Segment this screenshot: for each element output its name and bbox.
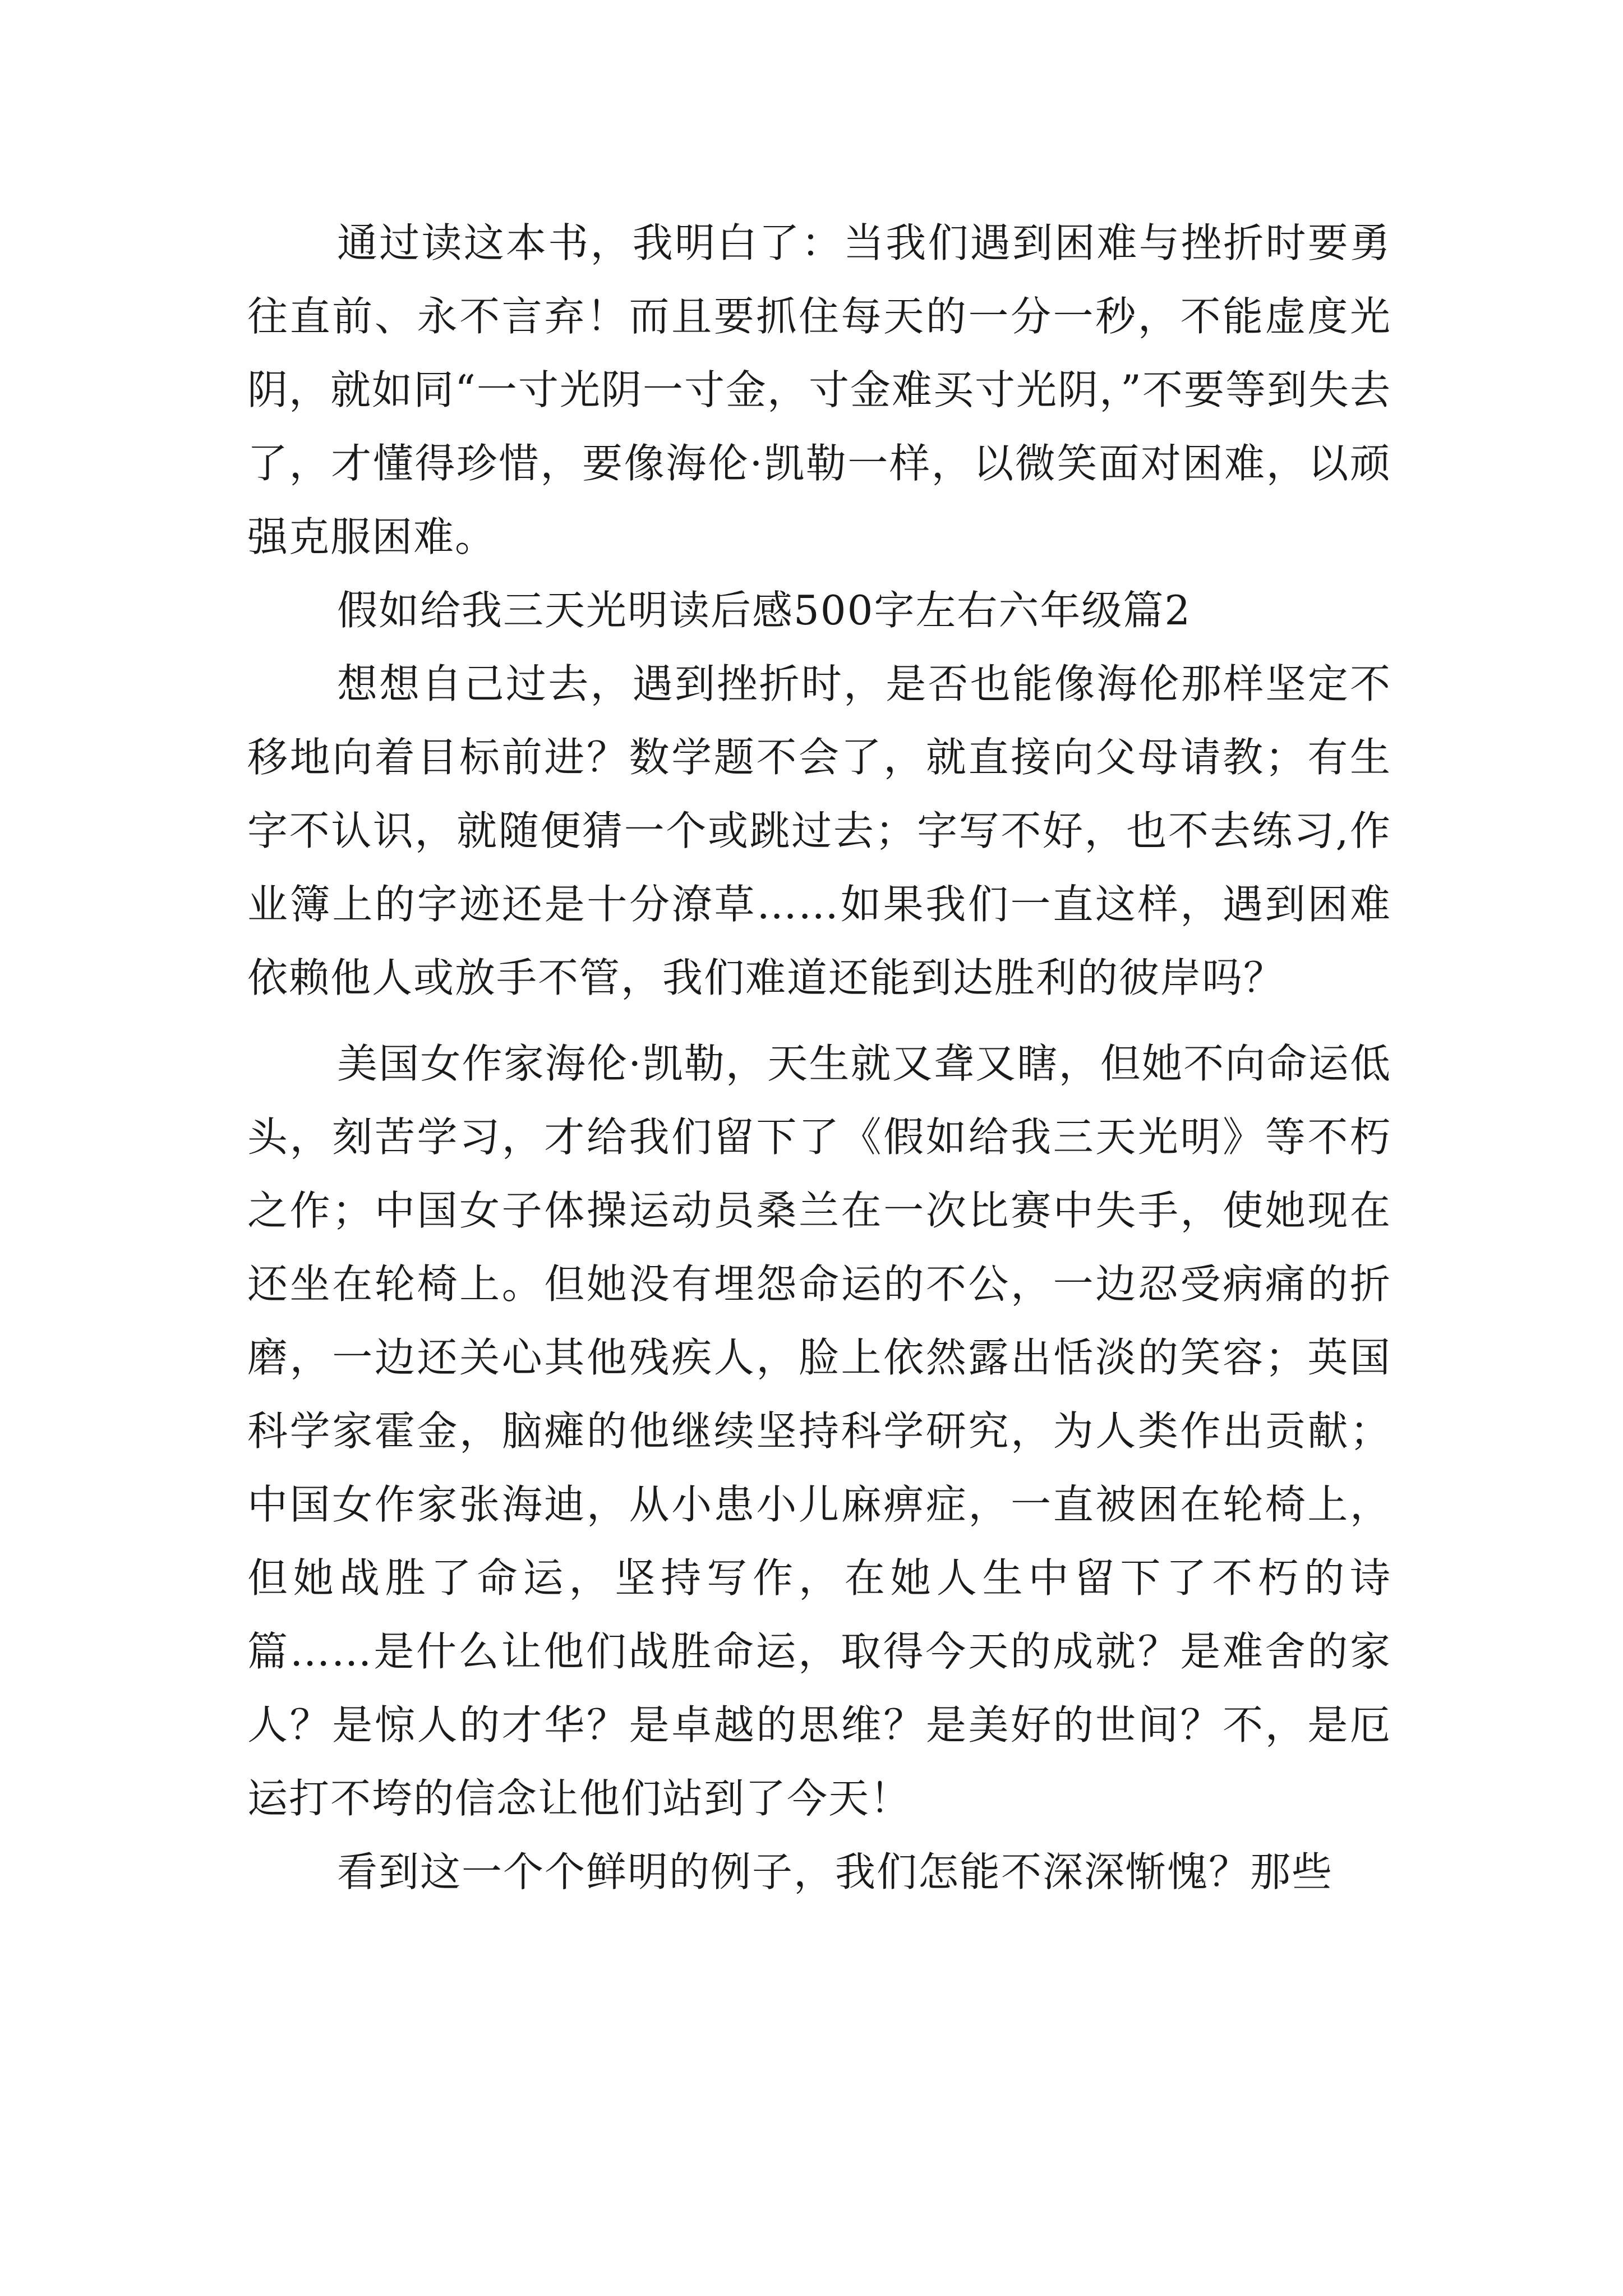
section-heading: 假如给我三天光明读后感500字左右六年级篇2 — [337, 587, 1192, 634]
paragraph-spacer — [247, 1015, 1391, 1027]
paragraph-continued: 看到这一个个鲜明的例子，我们怎能不深深惭愧？那些 — [337, 1848, 1334, 1895]
document-body — [247, 206, 1391, 1909]
paragraph-reflection: 想想自己过去，遇到挫折时，是否也能像海伦那样坚定不移地向着目标前进？数学题不会了，就直接向父母请教；有生字不认识，就随便猜一个或跳过去；字写不好，也不去练习,作业簿上的字迹还是十分潦草……如果我们一直这样，遇到困难依赖他人或放手不管，我们难道还能到达胜利的彼岸吗？ — [247, 660, 1391, 1001]
paragraph-conclusion: 通过读这本书，我明白了：当我们遇到困难与挫折时要勇往直前、永不言弃！而且要抓住每天的一分一秒，不能虚度光阴，就如同“一寸光阴一寸金，寸金难买寸光阴，”不要等到失去了，才懂得珍惜，要像海伦·凯勒一样，以微笑面对困难，以顽强克服困难。 — [247, 219, 1391, 560]
paragraph-examples: 美国女作家海伦·凯勒，天生就又聋又瞎，但她不向命运低头，刻苦学习，才给我们留下了《假如给我三天光明》等不朽之作；中国女子体操运动员桑兰在一次比赛中失手，使她现在还坐在轮椅上。但她没有埋怨命运的不公，一边忍受病痛的折磨，一边还关心其他残疾人，脸上依然露出恬淡的笑容；英国科学家霍金，脑瘫的他继续坚持科学研究，为人类作出贡献；中国女作家张海迪，从小患小儿麻痹症，一直被困在轮椅上，但她战胜了命运，坚持写作，在她人生中留下了不朽的诗篇……是什么让他们战胜命运，取得今天的成就？是难舍的家人？是惊人的才华？是卓越的思维？是美好的世间？不，是厄运打不垮的信念让他们站到了今天！ — [247, 1040, 1391, 1822]
